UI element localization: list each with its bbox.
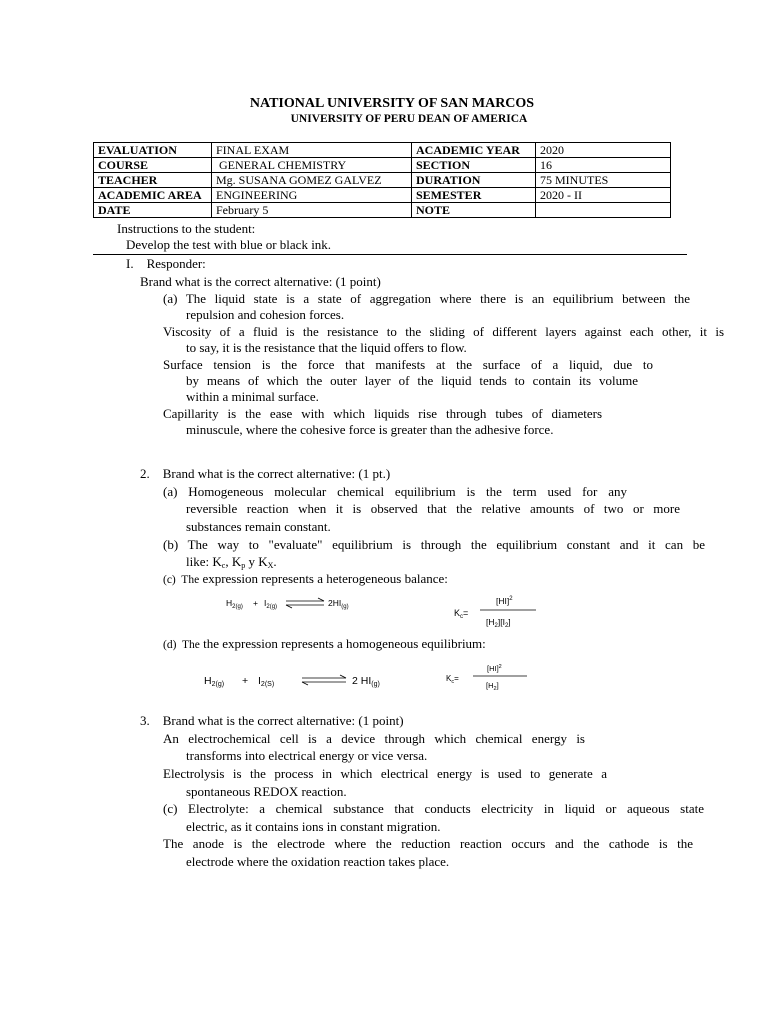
q2-option-c	[163, 571, 448, 588]
q2-option-a-cont2: substances remain constant.	[186, 519, 331, 534]
date-value: February 5	[212, 203, 412, 218]
q2-option-d	[163, 636, 486, 653]
equation-2	[200, 660, 540, 696]
q2-c-marker: (c) The	[163, 574, 200, 586]
instruction-bullet-text: Develop the test with blue or black ink.	[126, 237, 332, 252]
eq1-plus: +	[253, 598, 258, 608]
q1-option-b-cont: to say, it is the resistance that the liquid offers to flow.	[186, 340, 467, 355]
q3-option-a: An electrochemical cell is a device through which chemical energy is	[163, 731, 585, 746]
section-value: 16	[536, 158, 671, 173]
q1-option-d: Capillarity is the ease with which liquids rise through tubes of diameters	[163, 406, 602, 421]
eq1-reactant-2: $I_{2(g)}$	[264, 598, 278, 610]
evaluation-value: FINAL EXAM	[212, 143, 412, 158]
semester-label: SEMESTER	[412, 188, 536, 203]
question-3-prompt: 3. Brand what is the correct alternative: (1 point)	[140, 713, 404, 728]
course-label: COURSE	[94, 158, 212, 173]
university-title: NATIONAL UNIVERSITY OF SAN MARCOS	[249, 96, 535, 111]
eq2-numerator: [HI]$^2$	[487, 664, 502, 673]
table-row	[94, 158, 671, 173]
question-1-prompt: Brand what is the correct alternative: (1 point)	[140, 274, 381, 289]
q1-option-a-cont: repulsion and cohesion forces.	[186, 307, 345, 322]
section-label: SECTION	[412, 158, 536, 173]
q3-option-c: (c) Electrolyte: a chemical substance that conducts electricity in liquid or aqueous state	[163, 801, 704, 816]
table-row	[94, 143, 671, 158]
instructions-heading: Instructions to the student:	[117, 221, 256, 236]
academic-area-label: ACADEMIC AREA	[94, 188, 212, 203]
table-row	[94, 203, 671, 218]
divider	[93, 254, 687, 255]
eq2-product: 2 HI(g)	[352, 675, 380, 688]
q2-b-sub-p: p	[241, 561, 246, 570]
eq2-reactant-1: H2(g)	[204, 675, 225, 688]
academic-area-value: ENGINEERING	[212, 188, 412, 203]
exam-info-table	[93, 142, 671, 218]
q2-b-sub-c: c	[221, 561, 226, 570]
q1-option-c-cont2: within a minimal surface.	[186, 389, 319, 404]
q1-option-c: Surface tension is the force that manifests at the surface of a liquid, due to	[163, 357, 653, 372]
q2-option-b: (b) The way to "evaluate" equilibrium is through the equilibrium constant and it can be	[163, 537, 705, 552]
q2-b-sub-x: X	[267, 561, 274, 570]
eq2-denominator: $[H_2]$	[486, 681, 499, 692]
q2-option-a: (a) Homogeneous molecular chemical equilibrium is the term used for any	[163, 484, 627, 499]
q2-d-text: the expression represents a homogeneous equilibrium:	[199, 636, 486, 651]
q2-b-text4: .	[273, 554, 277, 569]
eq1-numerator: [HI]$^2$	[496, 596, 513, 606]
eq1-kc: $K_c=$	[454, 608, 469, 620]
q3-option-a-cont: transforms into electrical energy or vice versa.	[186, 748, 428, 763]
eq2-kc: $K_c=$	[446, 674, 459, 685]
academic-year-value: 2020	[536, 143, 671, 158]
q3-option-b: Electrolysis is the process in which electrical energy is used to generate a	[163, 766, 607, 781]
date-label: DATE	[94, 203, 212, 218]
teacher-label: TEACHER	[94, 173, 212, 188]
eq1-equilibrium-arrow	[286, 598, 324, 608]
note-label: NOTE	[412, 203, 536, 218]
eq2-plus: +	[242, 675, 249, 687]
table-row	[94, 173, 671, 188]
eq2-equilibrium-arrow	[302, 675, 346, 685]
university-subtitle: UNIVERSITY OF PERU DEAN OF AMERICA	[290, 113, 528, 125]
q2-option-a-cont: reversible reaction when it is observed that the relative amounts of two or more	[186, 501, 680, 516]
q2-d-marker: (d) The	[163, 639, 200, 651]
q3-option-c-cont: electric, as it contains ions in constant migration.	[186, 819, 441, 834]
duration-value: 75 MINUTES	[536, 173, 671, 188]
q3-option-d-cont: electrode where the oxidation reaction takes place.	[186, 854, 450, 869]
q1-option-d-cont: minuscule, where the cohesive force is greater than the adhesive force.	[186, 422, 554, 437]
q2-c-text: expression represents a heterogeneous balance:	[199, 571, 448, 586]
table-row	[94, 188, 671, 203]
q1-option-a: (a) The liquid state is a state of aggregation where there is an equilibrium between the	[163, 291, 690, 306]
q3-option-b-cont: spontaneous REDOX reaction.	[186, 784, 347, 799]
q2-b-text2: , K	[225, 554, 242, 569]
teacher-value: Mg. SUSANA GOMEZ GALVEZ	[212, 173, 412, 188]
q3-option-d: The anode is the electrode where the reduction reaction occurs and the cathode is the	[163, 836, 693, 851]
academic-year-label: ACADEMIC YEAR	[412, 143, 536, 158]
equation-1	[220, 590, 540, 630]
q1-option-b: Viscosity of a fluid is the resistance to the sliding of different layers against each other, it is	[163, 324, 724, 339]
q2-b-text: like: K	[186, 554, 222, 569]
note-value	[536, 203, 671, 218]
evaluation-label: EVALUATION	[94, 143, 212, 158]
section-heading: I. Responder:	[126, 256, 206, 271]
course-value: GENERAL CHEMISTRY	[212, 158, 412, 173]
eq2-reactant-2: I2(S)	[258, 675, 275, 688]
eq1-product: $2HI_{(g)}$	[328, 598, 349, 610]
semester-value: 2020 - II	[536, 188, 671, 203]
duration-label: DURATION	[412, 173, 536, 188]
q1-option-c-cont: by means of which the outer layer of the liquid tends to contain its volume	[186, 373, 638, 388]
eq1-denominator: $[H_2][I_2]$	[486, 617, 511, 629]
question-2-prompt: 2. Brand what is the correct alternative: (1 pt.)	[140, 466, 391, 481]
eq1-reactant-1: $H_{2(g)}$	[226, 598, 243, 610]
q2-b-text3: y K	[245, 554, 268, 569]
